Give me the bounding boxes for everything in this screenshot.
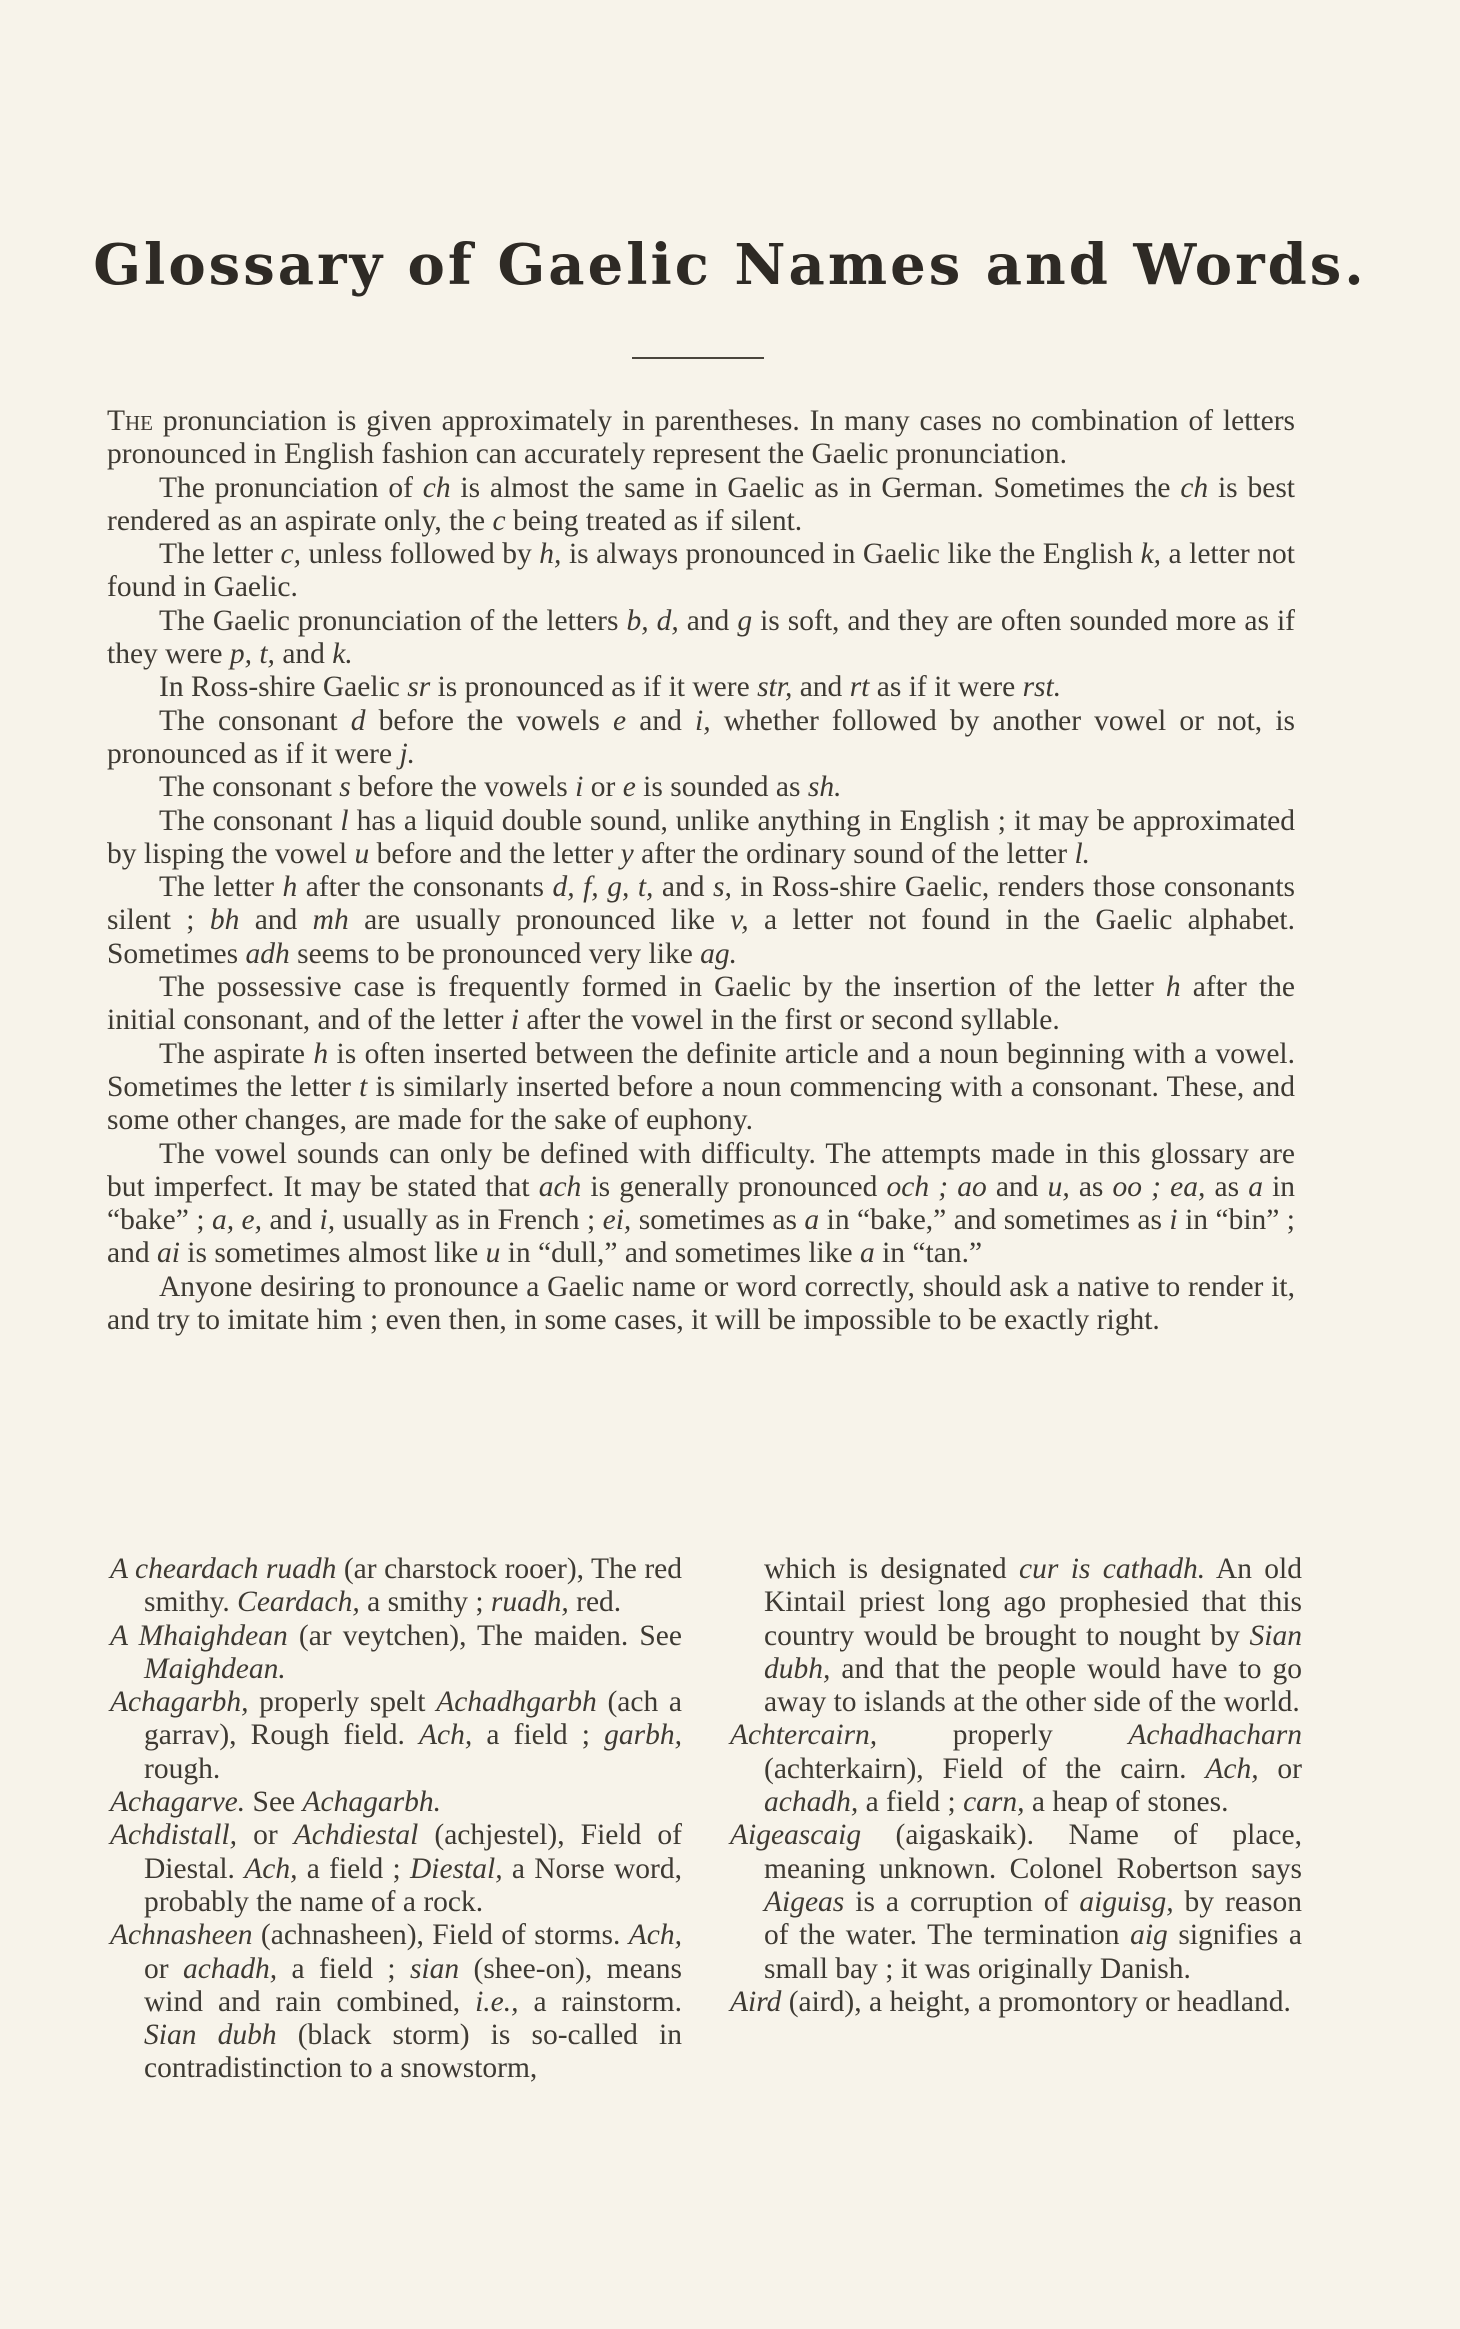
- intro-paragraph: The vowel sounds can only be defined with difficulty. The attempts made in this glossary are but imperfect. It may be stated that ach is generally pronounced och ; ao and u, as oo ; ea, as a in “bake” ; a, e, and i, usually as in French ; ei, sometimes as a in “bake,” and sometimes as i in “bin” ; and ai is sometimes almost like u in “dull,” and sometimes like a in “tan.”: [107, 1137, 1296, 1270]
- intro-paragraph: The consonant d before the vowels e and i, whether followed by another vowel or not, is pronounced as if it were j.: [107, 704, 1296, 770]
- glossary-entry: Achnasheen (achnasheen), Field of storms. Ach, or achadh, a field ; sian (shee-on), means wind and rain combined, i.e., a rainstorm. Sian dubh (black storm) is so-called in contradistinction to a snowstorm,: [110, 1919, 683, 2085]
- glossary-right-column: [730, 1553, 1302, 2086]
- glossary-entry: A cheardach ruadh (ar charstock rooer), The red smithy. Ceardach, a smithy ; ruadh, red.: [110, 1553, 682, 1619]
- intro-paragraph: The aspirate h is often inserted between the definite article and a noun beginning with a vowel. Sometimes the letter t is similarly inserted before a noun commencing with a consonant. These, and some other changes, are made for the sake of euphony.: [107, 1037, 1296, 1137]
- glossary-entry: Achdistall, or Achdiestal (achjestel), Field of Diestal. Ach, a field ; Diestal, a Norse word, probably the name of a rock.: [110, 1819, 682, 1918]
- glossary-entry: Aird (aird), a height, a promontory or headland.: [730, 1985, 1291, 2018]
- intro-paragraph: The pronunciation of ch is almost the same in Gaelic as in German. Sometimes the ch is best rendered as an aspirate only, the c being treated as if silent.: [107, 471, 1295, 537]
- intro-paragraph: The letter h after the consonants d, f, g, t, and s, in Ross-shire Gaelic, renders those consonants silent ; bh and mh are usually pronounced like v, a letter not found in the Gaelic alphabet. Sometimes adh seems to be pronounced very like ag.: [107, 871, 1295, 970]
- intro-paragraph: In Ross-shire Gaelic sr is pronounced as if it were str, and rt as if it were rst.: [159, 671, 1062, 704]
- glossary-left-column: [110, 1553, 682, 2086]
- glossary-entry: Achagarve. See Achagarbh.: [110, 1786, 441, 1819]
- intro-paragraph: The letter c, unless followed by h, is always pronounced in Gaelic like the English k, a letter not found in Gaelic.: [107, 538, 1295, 604]
- glossary-entry: Achtercairn, properly Achadhacharn (achterkairn), Field of the cairn. Ach, or achadh, a field ; carn, a heap of stones.: [730, 1719, 1302, 1819]
- title-rule: [632, 357, 764, 359]
- intro-paragraph: The pronunciation is given approximately in parentheses. In many cases no combination of letters pronounced in English fashion can accurately represent the Gaelic pronunciation.: [107, 405, 1295, 471]
- page-title: Glossary of Gaelic Names and Words.: [93, 232, 1367, 298]
- glossary-entry-continuation: which is designated cur is cathadh. An old Kintail priest long ago prophesied that this country would be brought to nought by Sian dubh, and that the people would have to go away to islands at the other side of the world.: [764, 1553, 1302, 1719]
- intro-paragraph: The consonant l has a liquid double sound, unlike anything in English ; it may be approximated by lisping the vowel u before and the letter y after the ordinary sound of the letter l.: [107, 804, 1295, 870]
- glossary-columns: [110, 1553, 1302, 2086]
- glossary-entry: Achagarbh, properly spelt Achadhgarbh (ach a garrav), Rough field. Ach, a field ; garbh, rough.: [110, 1686, 683, 1785]
- intro-text: [107, 405, 1295, 1337]
- glossary-entry: A Mhaighdean (ar veytchen), The maiden. See Maighdean.: [110, 1619, 682, 1685]
- glossary-entry: Aigeascaig (aigaskaik). Name of place, meaning unknown. Colonel Robertson says Aigeas is a corruption of aiguisg, by reason of the water. The termination aig signifies a small bay ; it was originally Danish.: [730, 1819, 1302, 1985]
- intro-paragraph: Anyone desiring to pronounce a Gaelic name or word correctly, should ask a native to render it, and try to imitate him ; even then, in some cases, it will be impossible to be exactly right.: [107, 1270, 1295, 1337]
- intro-paragraph: The possessive case is frequently formed in Gaelic by the insertion of the letter h after the initial consonant, and of the letter i after the vowel in the first or second syllable.: [107, 971, 1295, 1037]
- intro-paragraph: The Gaelic pronunciation of the letters b, d, and g is soft, and they are often sounded more as if they were p, t, and k.: [107, 604, 1296, 671]
- intro-paragraph: The consonant s before the vowels i or e is sounded as sh.: [159, 771, 842, 804]
